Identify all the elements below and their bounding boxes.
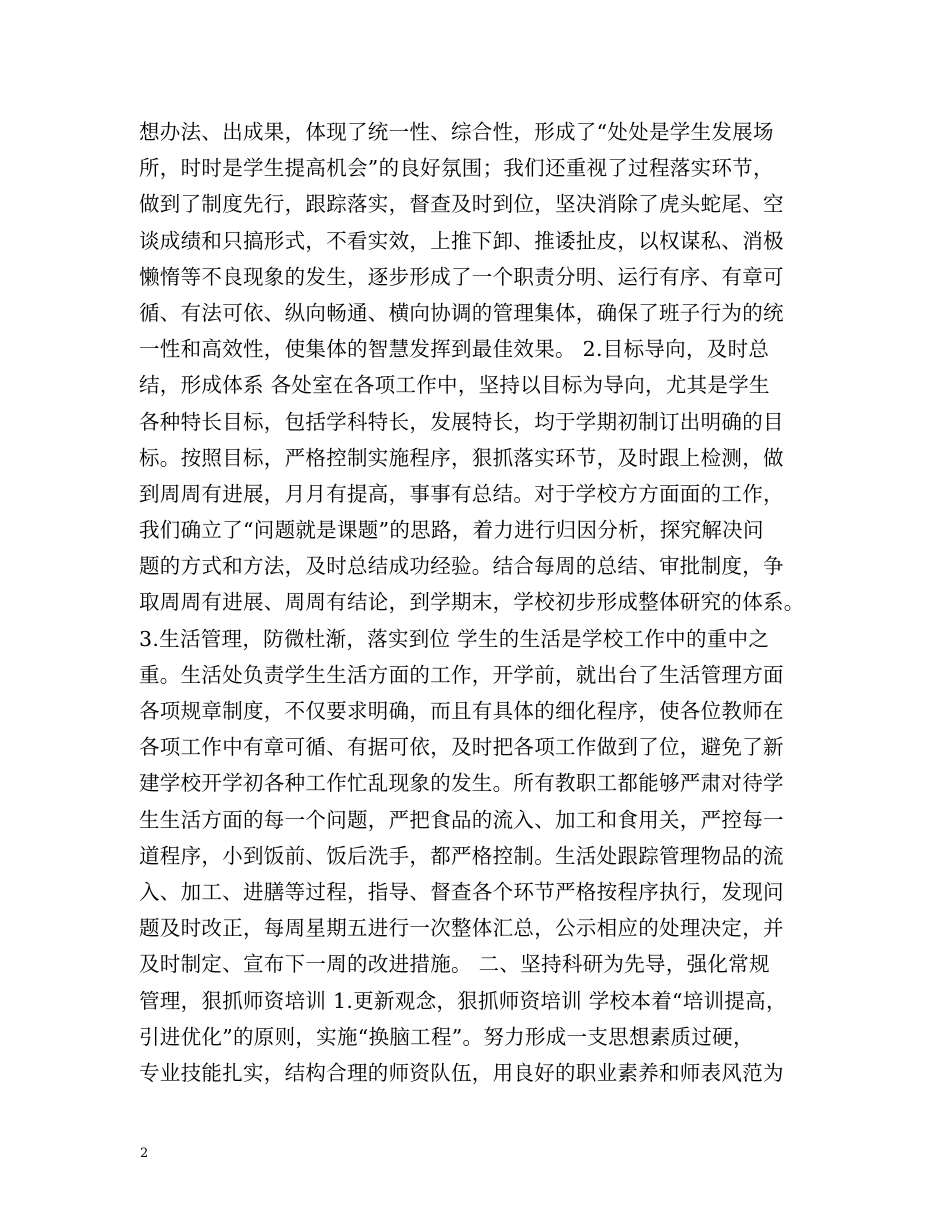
text-line: 管理，狠抓师资培训 1.更新观念，狠抓师资培训 学校本着“培训提高，	[139, 988, 787, 1013]
text-line: 懒惰等不良现象的发生，逐步形成了一个职责分明、运行有序、有章可	[139, 264, 784, 289]
text-line: 道程序，小到饭前、饭后洗手，都严格控制。生活处跟踪管理物品的流	[139, 843, 784, 868]
text-line: 引进优化”的原则，实施“换脑工程”。努力形成一支思想素质过硬，	[139, 1024, 754, 1049]
text-line: 题的方式和方法，及时总结成功经验。结合每周的总结、审批制度，争	[139, 554, 784, 579]
text-line: 及时制定、宣布下一周的改进措施。 二、坚持科研为先导，强化常规	[139, 952, 770, 977]
text-line: 到周周有进展，月月有提高，事事有总结。对于学校方方面面的工作，	[139, 481, 784, 506]
text-line: 生生活方面的每一个问题，严把食品的流入、加工和食用关，严控每一	[139, 807, 784, 832]
text-line: 各项规章制度，不仅要求明确，而且有具体的细化程序，使各位教师在	[139, 699, 784, 723]
text-line: 重。生活处负责学生生活方面的工作，开学前，就出台了生活管理方面	[139, 662, 784, 687]
text-line: 取周周有进展、周周有结论，到学期末，学校初步形成整体研究的体系。	[139, 590, 805, 615]
text-line: 各种特长目标，包括学科特长，发展特长，均于学期初制订出明确的目	[139, 409, 784, 434]
text-line: 想办法、出成果，体现了统一性、综合性，形成了“处处是学生发展场	[139, 120, 774, 144]
body-text	[139, 114, 829, 1091]
text-line: 标。按照目标，严格控制实施程序，狠抓落实环节，及时跟上检测，做	[139, 445, 784, 470]
text-line: 专业技能扎实，结构合理的师资队伍，用良好的职业素养和师表风范为	[139, 1060, 784, 1085]
text-line: 循、有法可依、纵向畅通、横向协调的管理集体，确保了班子行为的统	[139, 300, 784, 325]
text-line: 题及时改正，每周星期五进行一次整体汇总，公示相应的处理决定，并	[139, 916, 784, 941]
text-line: 谈成绩和只搞形式，不看实效，上推下卸、推诿扯皮，以权谋私、消极	[139, 228, 784, 253]
text-line: 入、加工、进膳等过程，指导、督查各个环节严格按程序执行，发现问	[139, 879, 784, 904]
text-line: 结，形成体系 各处室在各项工作中，坚持以目标为导向，尤其是学生	[139, 373, 770, 398]
page-number: 2	[140, 1146, 149, 1161]
text-line: 一性和高效性，使集体的智慧发挥到最佳效果。 2.目标导向，及时总	[139, 337, 770, 362]
text-line: 做到了制度先行，跟踪落实，督查及时到位，坚决消除了虎头蛇尾、空	[139, 192, 784, 217]
text-line: 我们确立了“问题就是课题”的思路，着力进行归因分析，探究解决问	[139, 518, 764, 543]
text-line: 建学校开学初各种工作忙乱现象的发生。所有教职工都能够严肃对待学	[139, 771, 784, 796]
text-line: 所，时时是学生提高机会”的良好氛围；我们还重视了过程落实环节，	[139, 156, 774, 181]
text-line: 各项工作中有章可循、有据可依，及时把各项工作做到了位，避免了新	[139, 735, 784, 760]
text-line: 3.生活管理，防微杜渐，落实到位 学生的生活是学校工作中的重中之	[139, 626, 770, 651]
